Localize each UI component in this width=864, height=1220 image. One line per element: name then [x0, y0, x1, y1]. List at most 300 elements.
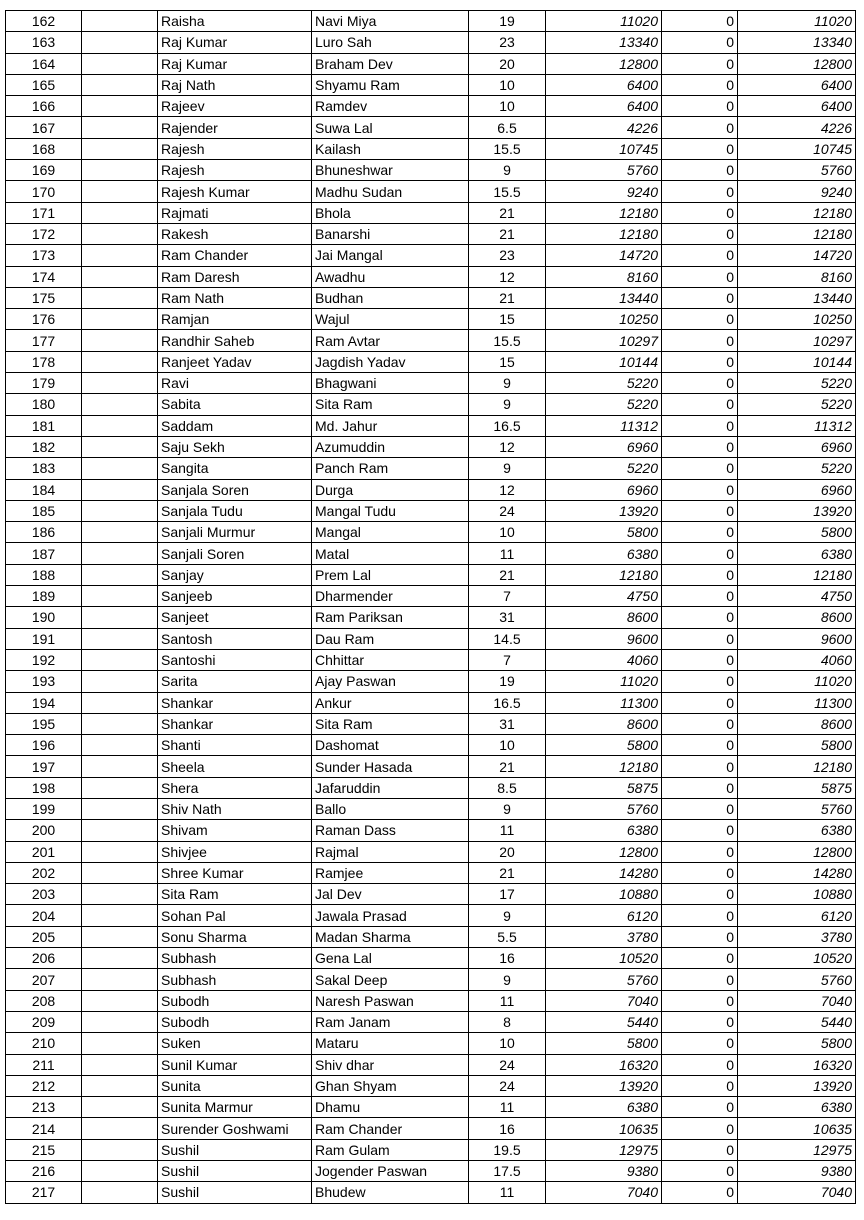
days-cell: 19 [469, 11, 546, 32]
table-row [6, 692, 856, 713]
name-cell: Shera [158, 777, 312, 798]
table-row [6, 798, 856, 819]
name-cell: Sanjali Soren [158, 543, 312, 564]
name-cell: Sunita [158, 1075, 312, 1096]
table-row [6, 564, 856, 585]
name-cell: Rakesh [158, 223, 312, 244]
total-cell: 5220 [738, 458, 856, 479]
serial-cell: 197 [6, 756, 82, 777]
blank-cell [82, 1182, 158, 1203]
days-cell: 24 [469, 1075, 546, 1096]
serial-cell: 183 [6, 458, 82, 479]
name-cell: Sanjay [158, 564, 312, 585]
blank-cell [82, 394, 158, 415]
days-cell: 16.5 [469, 415, 546, 436]
total-cell: 5800 [738, 1033, 856, 1054]
amount-cell: 5875 [546, 777, 662, 798]
table-row [6, 713, 856, 734]
deduction-cell: 0 [662, 1054, 738, 1075]
amount-cell: 5220 [546, 394, 662, 415]
blank-cell [82, 543, 158, 564]
serial-cell: 185 [6, 500, 82, 521]
father-name-cell: Prem Lal [312, 564, 469, 585]
days-cell: 9 [469, 373, 546, 394]
table-row [6, 926, 856, 947]
deduction-cell: 0 [662, 820, 738, 841]
deduction-cell: 0 [662, 713, 738, 734]
amount-cell: 14280 [546, 862, 662, 883]
table-row [6, 245, 856, 266]
total-cell: 4060 [738, 649, 856, 670]
blank-cell [82, 373, 158, 394]
total-cell: 10880 [738, 884, 856, 905]
amount-cell: 12180 [546, 223, 662, 244]
deduction-cell: 0 [662, 969, 738, 990]
amount-cell: 10144 [546, 351, 662, 372]
blank-cell [82, 202, 158, 223]
serial-cell: 210 [6, 1033, 82, 1054]
table-row [6, 181, 856, 202]
serial-cell: 216 [6, 1161, 82, 1182]
deduction-cell: 0 [662, 160, 738, 181]
table-row [6, 756, 856, 777]
days-cell: 14.5 [469, 628, 546, 649]
total-cell: 12180 [738, 564, 856, 585]
table-row [6, 53, 856, 74]
days-cell: 6.5 [469, 117, 546, 138]
total-cell: 8600 [738, 607, 856, 628]
blank-cell [82, 479, 158, 500]
name-cell: Rajender [158, 117, 312, 138]
name-cell: Sanjali Murmur [158, 522, 312, 543]
blank-cell [82, 884, 158, 905]
days-cell: 12 [469, 479, 546, 500]
father-name-cell: Dashomat [312, 735, 469, 756]
deduction-cell: 0 [662, 415, 738, 436]
deduction-cell: 0 [662, 564, 738, 585]
father-name-cell: Durga [312, 479, 469, 500]
father-name-cell: Ramjee [312, 862, 469, 883]
serial-cell: 171 [6, 202, 82, 223]
total-cell: 12800 [738, 841, 856, 862]
total-cell: 12800 [738, 53, 856, 74]
amount-cell: 8600 [546, 607, 662, 628]
total-cell: 7040 [738, 1182, 856, 1203]
amount-cell: 5800 [546, 735, 662, 756]
serial-cell: 173 [6, 245, 82, 266]
blank-cell [82, 990, 158, 1011]
serial-cell: 217 [6, 1182, 82, 1203]
name-cell: Sushil [158, 1139, 312, 1160]
total-cell: 13920 [738, 1075, 856, 1096]
days-cell: 24 [469, 1054, 546, 1075]
blank-cell [82, 692, 158, 713]
days-cell: 9 [469, 969, 546, 990]
deduction-cell: 0 [662, 862, 738, 883]
amount-cell: 16320 [546, 1054, 662, 1075]
blank-cell [82, 905, 158, 926]
deduction-cell: 0 [662, 1161, 738, 1182]
total-cell: 7040 [738, 990, 856, 1011]
blank-cell [82, 53, 158, 74]
serial-cell: 169 [6, 160, 82, 181]
days-cell: 9 [469, 458, 546, 479]
total-cell: 6120 [738, 905, 856, 926]
table-row [6, 223, 856, 244]
total-cell: 6380 [738, 543, 856, 564]
table-row [6, 1033, 856, 1054]
name-cell: Ram Daresh [158, 266, 312, 287]
serial-cell: 205 [6, 926, 82, 947]
total-cell: 5440 [738, 1011, 856, 1032]
name-cell: Sheela [158, 756, 312, 777]
father-name-cell: Md. Jahur [312, 415, 469, 436]
table-row [6, 287, 856, 308]
table-row [6, 1139, 856, 1160]
serial-cell: 187 [6, 543, 82, 564]
amount-cell: 7040 [546, 990, 662, 1011]
blank-cell [82, 607, 158, 628]
blank-cell [82, 713, 158, 734]
deduction-cell: 0 [662, 117, 738, 138]
table-row [6, 1161, 856, 1182]
total-cell: 6400 [738, 96, 856, 117]
serial-cell: 200 [6, 820, 82, 841]
days-cell: 20 [469, 841, 546, 862]
total-cell: 5220 [738, 394, 856, 415]
blank-cell [82, 777, 158, 798]
serial-cell: 208 [6, 990, 82, 1011]
father-name-cell: Jal Dev [312, 884, 469, 905]
serial-cell: 204 [6, 905, 82, 926]
blank-cell [82, 948, 158, 969]
father-name-cell: Ram Gulam [312, 1139, 469, 1160]
blank-cell [82, 351, 158, 372]
deduction-cell: 0 [662, 926, 738, 947]
name-cell: Ranjeet Yadav [158, 351, 312, 372]
serial-cell: 190 [6, 607, 82, 628]
blank-cell [82, 1054, 158, 1075]
deduction-cell: 0 [662, 1011, 738, 1032]
total-cell: 10250 [738, 309, 856, 330]
name-cell: Subhash [158, 948, 312, 969]
name-cell: Saddam [158, 415, 312, 436]
deduction-cell: 0 [662, 266, 738, 287]
name-cell: Raj Kumar [158, 32, 312, 53]
father-name-cell: Jai Mangal [312, 245, 469, 266]
father-name-cell: Dhamu [312, 1097, 469, 1118]
amount-cell: 10297 [546, 330, 662, 351]
amount-cell: 6960 [546, 436, 662, 457]
name-cell: Ravi [158, 373, 312, 394]
table-row [6, 11, 856, 32]
serial-cell: 172 [6, 223, 82, 244]
blank-cell [82, 436, 158, 457]
amount-cell: 12180 [546, 564, 662, 585]
table-row [6, 1075, 856, 1096]
days-cell: 17.5 [469, 1161, 546, 1182]
deduction-cell: 0 [662, 351, 738, 372]
serial-cell: 213 [6, 1097, 82, 1118]
serial-cell: 163 [6, 32, 82, 53]
serial-cell: 168 [6, 138, 82, 159]
table-row [6, 1011, 856, 1032]
days-cell: 24 [469, 500, 546, 521]
table-row [6, 1182, 856, 1203]
days-cell: 11 [469, 543, 546, 564]
days-cell: 20 [469, 53, 546, 74]
total-cell: 10745 [738, 138, 856, 159]
days-cell: 10 [469, 1033, 546, 1054]
days-cell: 8 [469, 1011, 546, 1032]
table-row [6, 990, 856, 1011]
total-cell: 11300 [738, 692, 856, 713]
name-cell: Shankar [158, 692, 312, 713]
serial-cell: 182 [6, 436, 82, 457]
deduction-cell: 0 [662, 1033, 738, 1054]
name-cell: Shanti [158, 735, 312, 756]
days-cell: 12 [469, 266, 546, 287]
amount-cell: 12975 [546, 1139, 662, 1160]
total-cell: 12180 [738, 756, 856, 777]
father-name-cell: Sita Ram [312, 713, 469, 734]
deduction-cell: 0 [662, 373, 738, 394]
deduction-cell: 0 [662, 841, 738, 862]
blank-cell [82, 671, 158, 692]
deduction-cell: 0 [662, 777, 738, 798]
amount-cell: 8160 [546, 266, 662, 287]
blank-cell [82, 1097, 158, 1118]
deduction-cell: 0 [662, 628, 738, 649]
name-cell: Raj Kumar [158, 53, 312, 74]
serial-cell: 180 [6, 394, 82, 415]
table-row [6, 138, 856, 159]
father-name-cell: Shiv dhar [312, 1054, 469, 1075]
serial-cell: 192 [6, 649, 82, 670]
blank-cell [82, 11, 158, 32]
days-cell: 21 [469, 756, 546, 777]
total-cell: 10520 [738, 948, 856, 969]
blank-cell [82, 500, 158, 521]
father-name-cell: Rajmal [312, 841, 469, 862]
total-cell: 5220 [738, 373, 856, 394]
amount-cell: 13440 [546, 287, 662, 308]
serial-cell: 179 [6, 373, 82, 394]
table-row [6, 1118, 856, 1139]
amount-cell: 6120 [546, 905, 662, 926]
table-row [6, 649, 856, 670]
name-cell: Subodh [158, 990, 312, 1011]
name-cell: Randhir Saheb [158, 330, 312, 351]
table-row [6, 628, 856, 649]
total-cell: 13340 [738, 32, 856, 53]
father-name-cell: Dharmender [312, 586, 469, 607]
name-cell: Sohan Pal [158, 905, 312, 926]
amount-cell: 5760 [546, 160, 662, 181]
table-row [6, 905, 856, 926]
amount-cell: 6380 [546, 543, 662, 564]
father-name-cell: Bhagwani [312, 373, 469, 394]
deduction-cell: 0 [662, 458, 738, 479]
deduction-cell: 0 [662, 74, 738, 95]
amount-cell: 4226 [546, 117, 662, 138]
amount-cell: 12800 [546, 841, 662, 862]
name-cell: Raj Nath [158, 74, 312, 95]
blank-cell [82, 798, 158, 819]
name-cell: Shiv Nath [158, 798, 312, 819]
deduction-cell: 0 [662, 586, 738, 607]
table-row [6, 862, 856, 883]
amount-cell: 6380 [546, 820, 662, 841]
father-name-cell: Naresh Paswan [312, 990, 469, 1011]
amount-cell: 5760 [546, 969, 662, 990]
total-cell: 5760 [738, 160, 856, 181]
blank-cell [82, 564, 158, 585]
deduction-cell: 0 [662, 436, 738, 457]
blank-cell [82, 841, 158, 862]
amount-cell: 10635 [546, 1118, 662, 1139]
name-cell: Rajesh [158, 138, 312, 159]
table-row [6, 266, 856, 287]
total-cell: 6400 [738, 74, 856, 95]
table-row [6, 394, 856, 415]
deduction-cell: 0 [662, 330, 738, 351]
name-cell: Ram Nath [158, 287, 312, 308]
father-name-cell: Ram Chander [312, 1118, 469, 1139]
days-cell: 15 [469, 351, 546, 372]
days-cell: 11 [469, 1097, 546, 1118]
total-cell: 10297 [738, 330, 856, 351]
amount-cell: 11020 [546, 11, 662, 32]
name-cell: Ram Chander [158, 245, 312, 266]
father-name-cell: Ballo [312, 798, 469, 819]
blank-cell [82, 181, 158, 202]
name-cell: Sanjala Soren [158, 479, 312, 500]
blank-cell [82, 969, 158, 990]
deduction-cell: 0 [662, 394, 738, 415]
blank-cell [82, 415, 158, 436]
serial-cell: 215 [6, 1139, 82, 1160]
table-row [6, 117, 856, 138]
blank-cell [82, 330, 158, 351]
amount-cell: 9600 [546, 628, 662, 649]
father-name-cell: Raman Dass [312, 820, 469, 841]
serial-cell: 191 [6, 628, 82, 649]
deduction-cell: 0 [662, 1139, 738, 1160]
blank-cell [82, 862, 158, 883]
total-cell: 4750 [738, 586, 856, 607]
days-cell: 15 [469, 309, 546, 330]
total-cell: 11020 [738, 11, 856, 32]
blank-cell [82, 287, 158, 308]
total-cell: 8160 [738, 266, 856, 287]
deduction-cell: 0 [662, 522, 738, 543]
father-name-cell: Awadhu [312, 266, 469, 287]
amount-cell: 13920 [546, 500, 662, 521]
name-cell: Sonu Sharma [158, 926, 312, 947]
days-cell: 21 [469, 862, 546, 883]
days-cell: 8.5 [469, 777, 546, 798]
total-cell: 12180 [738, 202, 856, 223]
father-name-cell: Madhu Sudan [312, 181, 469, 202]
days-cell: 19.5 [469, 1139, 546, 1160]
deduction-cell: 0 [662, 798, 738, 819]
amount-cell: 13340 [546, 32, 662, 53]
amount-cell: 11020 [546, 671, 662, 692]
deduction-cell: 0 [662, 309, 738, 330]
deduction-cell: 0 [662, 1075, 738, 1096]
serial-cell: 189 [6, 586, 82, 607]
father-name-cell: Ajay Paswan [312, 671, 469, 692]
table-row [6, 820, 856, 841]
deduction-cell: 0 [662, 479, 738, 500]
father-name-cell: Bhola [312, 202, 469, 223]
name-cell: Ramjan [158, 309, 312, 330]
serial-cell: 199 [6, 798, 82, 819]
amount-cell: 6960 [546, 479, 662, 500]
days-cell: 17 [469, 884, 546, 905]
amount-cell: 6400 [546, 96, 662, 117]
serial-cell: 194 [6, 692, 82, 713]
name-cell: Sangita [158, 458, 312, 479]
blank-cell [82, 586, 158, 607]
days-cell: 16 [469, 948, 546, 969]
days-cell: 23 [469, 245, 546, 266]
father-name-cell: Jafaruddin [312, 777, 469, 798]
total-cell: 11020 [738, 671, 856, 692]
name-cell: Subhash [158, 969, 312, 990]
serial-cell: 170 [6, 181, 82, 202]
table-row [6, 351, 856, 372]
total-cell: 14280 [738, 862, 856, 883]
deduction-cell: 0 [662, 607, 738, 628]
days-cell: 21 [469, 202, 546, 223]
days-cell: 19 [469, 671, 546, 692]
father-name-cell: Ram Janam [312, 1011, 469, 1032]
total-cell: 6380 [738, 820, 856, 841]
total-cell: 11312 [738, 415, 856, 436]
father-name-cell: Kailash [312, 138, 469, 159]
name-cell: Rajeev [158, 96, 312, 117]
table-body [6, 11, 856, 1204]
serial-cell: 211 [6, 1054, 82, 1075]
days-cell: 11 [469, 1182, 546, 1203]
blank-cell [82, 245, 158, 266]
deduction-cell: 0 [662, 692, 738, 713]
name-cell: Surender Goshwami [158, 1118, 312, 1139]
amount-cell: 6400 [546, 74, 662, 95]
serial-cell: 207 [6, 969, 82, 990]
deduction-cell: 0 [662, 181, 738, 202]
father-name-cell: Banarshi [312, 223, 469, 244]
amount-cell: 5800 [546, 1033, 662, 1054]
table-row [6, 777, 856, 798]
blank-cell [82, 1161, 158, 1182]
blank-cell [82, 138, 158, 159]
father-name-cell: Ghan Shyam [312, 1075, 469, 1096]
serial-cell: 193 [6, 671, 82, 692]
deduction-cell: 0 [662, 735, 738, 756]
father-name-cell: Bhudew [312, 1182, 469, 1203]
amount-cell: 5800 [546, 522, 662, 543]
father-name-cell: Ankur [312, 692, 469, 713]
father-name-cell: Ram Pariksan [312, 607, 469, 628]
days-cell: 9 [469, 160, 546, 181]
table-row [6, 1054, 856, 1075]
father-name-cell: Panch Ram [312, 458, 469, 479]
serial-cell: 176 [6, 309, 82, 330]
serial-cell: 174 [6, 266, 82, 287]
